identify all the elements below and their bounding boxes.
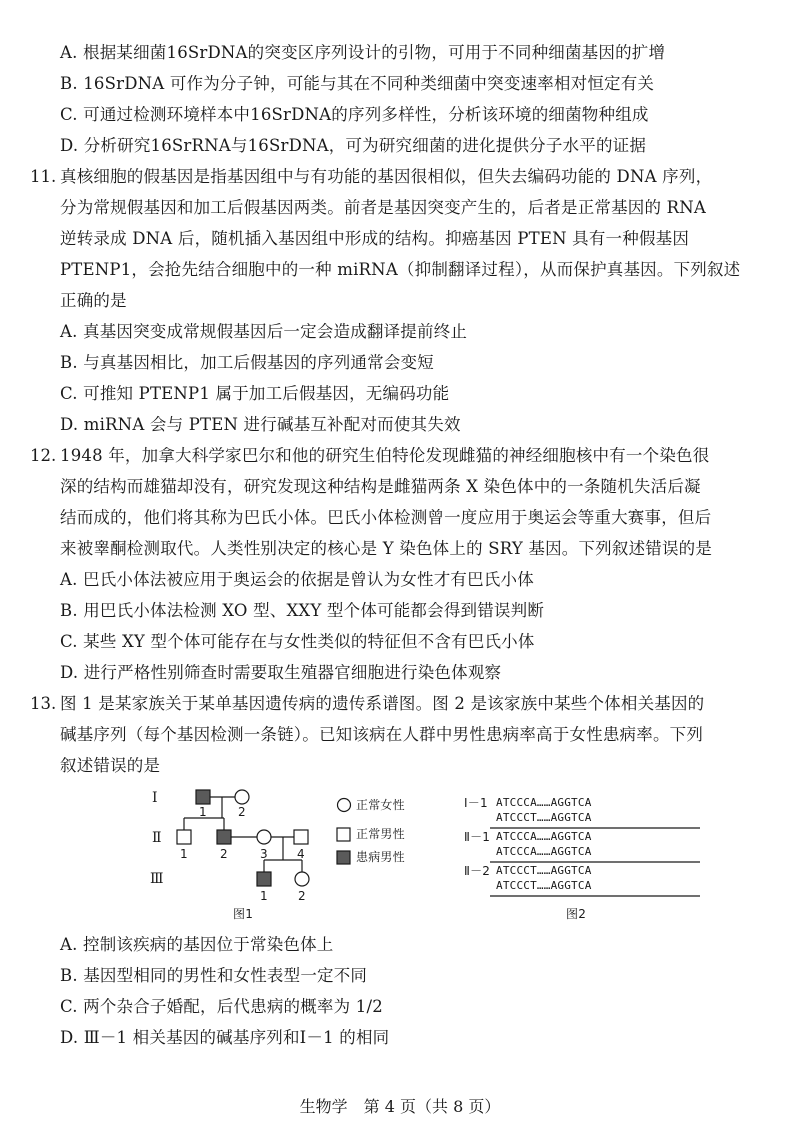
q12-option-d: D. 进行严格性别筛查时需要取生殖器官细胞进行染色体观察 [60, 663, 502, 682]
fig2-sequence: ATCCCA……AGGTCA [496, 845, 592, 858]
pedigree-II-3-normal-female [257, 830, 271, 844]
q11-stem-line: PTENP1，会抢先结合细胞中的一种 miRNA（抑制翻译过程），从而保护真基因。下列叙述 [60, 260, 741, 279]
q12-stem-line: 来被睾酮检测取代。人类性别决定的核心是 Y 染色体上的 SRY 基因。下列叙述错误的是 [60, 539, 713, 558]
individual-number: 3 [260, 847, 268, 861]
q13-stem-line: 图 1 是某家族关于某单基因遗传病的遗传系谱图。图 2 是该家族中某些个体相关基因的 [60, 694, 705, 713]
q12-stem-line: 结而成的，他们将其称为巴氏小体。巴氏小体检测曾一度应用于奥运会等重大赛事，但后 [60, 508, 712, 527]
q11-option-c: C. 可推知 PTENP1 属于加工后假基因，无编码功能 [60, 384, 450, 403]
pedigree-II-1-normal-male [177, 830, 191, 844]
fig2-sequence: ATCCCT……AGGTCA [496, 811, 592, 824]
q12-option-c: C. 某些 XY 型个体可能存在与女性类似的特征但不含有巴氏小体 [60, 632, 535, 651]
fig2-sequence: ATCCCA……AGGTCA [496, 830, 592, 843]
q12-number: 12. [30, 446, 57, 465]
individual-number: 2 [298, 889, 306, 903]
fig2-sequence: ATCCCT……AGGTCA [496, 864, 592, 877]
fig1-caption: 图1 [233, 907, 254, 921]
q13-option-c: C. 两个杂合子婚配，后代患病的概率为 1/2 [60, 997, 383, 1016]
q10-option-c: C. 可通过检测环境样本中16SrDNA的序列多样性，分析该环境的细菌物种组成 [60, 105, 649, 124]
fig2-row-label: Ⅱ－2 [464, 864, 491, 878]
generation-label: Ⅰ [152, 790, 158, 806]
q12-stem-line: 1948 年，加拿大科学家巴尔和他的研究生伯特伦发现雌猫的神经细胞核中有一个染色很 [60, 446, 710, 465]
fig2-row-label: Ⅰ－1 [464, 796, 488, 810]
q11-stem-line: 分为常规假基因和加工后假基因两类。前者是基因突变产生的，后者是正常基因的 RNA [60, 198, 707, 217]
legend-affected-male-label: 患病男性 [356, 850, 405, 864]
individual-number: 1 [199, 805, 207, 819]
q10-option-a: A. 根据某细菌16SrDNA的突变区序列设计的引物，可用于不同种细菌基因的扩增 [60, 43, 666, 62]
q12-stem-line: 深的结构而雄猫却没有，研究发现这种结构是雌猫两条 X 染色体中的一条随机失活后凝 [60, 477, 701, 496]
pedigree-III-1-affected-male [257, 872, 271, 886]
q13-stem-line: 叙述错误的是 [60, 756, 161, 775]
legend-normal-male-label: 正常男性 [356, 827, 405, 841]
q12-option-b: B. 用巴氏小体法检测 XO 型、XXY 型个体可能都会得到错误判断 [60, 601, 545, 620]
pedigree-III-2-normal-female [295, 872, 309, 886]
q13-option-a: A. 控制该疾病的基因位于常染色体上 [60, 935, 334, 954]
q11-option-b: B. 与真基因相比，加工后假基因的序列通常会变短 [60, 353, 434, 372]
fig2-sequence: ATCCCA……AGGTCA [496, 796, 592, 809]
pedigree-I-1-affected-male [196, 790, 210, 804]
fig2-row-label: Ⅱ－1 [464, 830, 491, 844]
q12-option-a: A. 巴氏小体法被应用于奥运会的依据是曾认为女性才有巴氏小体 [60, 570, 534, 589]
pedigree-II-4-normal-male [294, 830, 308, 844]
q10-option-d: D. 分析研究16SrRNA与16SrDNA，可为研究细菌的进化提供分子水平的证据 [60, 136, 647, 155]
individual-number: 2 [220, 847, 228, 861]
q11-stem-line: 真核细胞的假基因是指基因组中与有功能的基因很相似，但失去编码功能的 DNA 序列， [60, 167, 713, 186]
generation-label: Ⅱ [152, 830, 162, 846]
q13-option-d: D. Ⅲ－1 相关基因的碱基序列和Ⅰ－1 的相同 [60, 1028, 390, 1047]
q13-stem-line: 碱基序列（每个基因检测一条链）。已知该病在人群中男性患病率高于女性患病率。下列 [60, 725, 704, 744]
q13-option-b: B. 基因型相同的男性和女性表型一定不同 [60, 966, 368, 985]
individual-number: 1 [260, 889, 268, 903]
q11-number: 11. [30, 167, 57, 186]
individual-number: 2 [238, 805, 246, 819]
legend-normal-female-icon [338, 799, 351, 812]
q13-number: 13. [30, 694, 57, 713]
individual-number: 4 [297, 847, 305, 861]
q11-option-a: A. 真基因突变成常规假基因后一定会造成翻译提前终止 [60, 322, 468, 341]
q11-stem-line: 逆转录成 DNA 后，随机插入基因组中形成的结构。抑癌基因 PTEN 具有一种假基因 [60, 229, 690, 248]
page-footer: 生物学 第 4 页（共 8 页） [299, 1097, 501, 1116]
generation-label: Ⅲ [150, 871, 164, 887]
fig2-sequence: ATCCCT……AGGTCA [496, 879, 592, 892]
fig2-caption: 图2 [566, 907, 587, 921]
legend-normal-male-icon [337, 828, 350, 841]
q11-option-d: D. miRNA 会与 PTEN 进行碱基互补配对而使其失效 [60, 415, 461, 434]
q10-option-b: B. 16SrDNA 可作为分子钟，可能与其在不同种类细菌中突变速率相对恒定有关 [60, 74, 655, 93]
legend-affected-male-icon [337, 851, 350, 864]
pedigree-I-2-normal-female [235, 790, 249, 804]
individual-number: 1 [180, 847, 188, 861]
pedigree-II-2-affected-male [217, 830, 231, 844]
q11-stem-line: 正确的是 [60, 291, 127, 310]
legend-normal-female-label: 正常女性 [356, 798, 405, 812]
